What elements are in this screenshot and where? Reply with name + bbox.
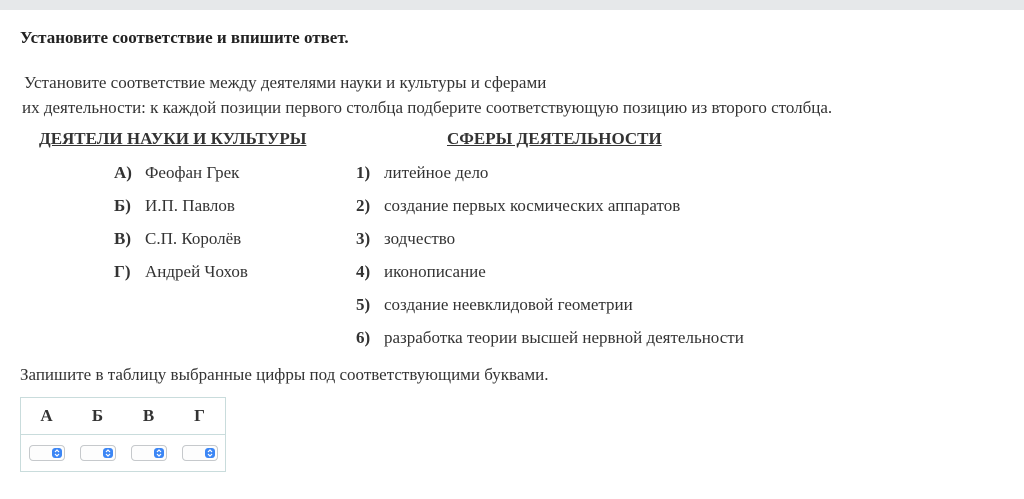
left-item-a xyxy=(114,163,239,183)
right-item-text: создание неевклидовой геометрии xyxy=(384,295,633,314)
select-arrows-icon xyxy=(154,448,164,458)
right-item-6 xyxy=(356,328,744,348)
right-item-key: 5) xyxy=(356,295,371,314)
left-item-text: И.П. Павлов xyxy=(145,196,235,215)
right-item-key: 2) xyxy=(356,196,371,215)
answer-cell-g xyxy=(174,435,226,472)
instructions-line-2: их деятельности: к каждой позиции первого столбца подберите соответствующую позицию из второго столбца. xyxy=(22,98,833,117)
select-arrows-icon xyxy=(205,448,215,458)
answer-cell-a xyxy=(21,435,73,472)
left-item-b xyxy=(114,196,235,216)
answer-select-row xyxy=(21,435,226,472)
answer-header-row xyxy=(21,398,226,435)
task-instructions xyxy=(24,70,832,120)
right-item-text: зодчество xyxy=(384,229,456,248)
right-item-4 xyxy=(356,262,486,282)
right-item-key: 4) xyxy=(356,262,371,281)
right-item-text: разработка теории высшей нервной деятельности xyxy=(384,328,744,347)
left-item-key: В) xyxy=(114,229,131,248)
right-item-text: иконописание xyxy=(384,262,486,281)
right-item-text: создание первых космических аппаратов xyxy=(384,196,681,215)
answer-table xyxy=(20,397,226,472)
right-item-text: литейное дело xyxy=(384,163,489,182)
left-column-header: ДЕЯТЕЛИ НАУКИ И КУЛЬТУРЫ xyxy=(39,129,307,148)
right-item-5 xyxy=(356,295,633,315)
answer-prompt: Запишите в таблицу выбранные цифры под соответствующими буквами. xyxy=(20,365,549,384)
answer-header-g: Г xyxy=(174,398,226,435)
left-item-text: Андрей Чохов xyxy=(145,262,248,281)
answer-header-b: Б xyxy=(72,398,123,435)
answer-header-v: В xyxy=(123,398,174,435)
left-item-key: Г) xyxy=(114,262,131,281)
right-item-2 xyxy=(356,196,680,216)
right-item-3 xyxy=(356,229,455,249)
left-item-g xyxy=(114,262,248,282)
top-bar xyxy=(0,0,1024,10)
right-item-key: 1) xyxy=(356,163,371,182)
left-item-key: Б) xyxy=(114,196,131,215)
answer-select-v[interactable] xyxy=(131,445,167,461)
right-item-1 xyxy=(356,163,488,183)
select-arrows-icon xyxy=(103,448,113,458)
instructions-line-1: Установите соответствие между деятелями науки и культуры и сферами xyxy=(24,73,547,92)
left-item-key: А) xyxy=(114,163,132,182)
select-arrows-icon xyxy=(52,448,62,458)
answer-cell-v xyxy=(123,435,174,472)
answer-select-b[interactable] xyxy=(80,445,116,461)
answer-select-g[interactable] xyxy=(182,445,218,461)
answer-select-a[interactable] xyxy=(29,445,65,461)
right-item-key: 6) xyxy=(356,328,371,347)
task-title: Установите соответствие и впишите ответ. xyxy=(20,28,349,47)
answer-header-a: А xyxy=(21,398,73,435)
answer-cell-b xyxy=(72,435,123,472)
right-column-header: СФЕРЫ ДЕЯТЕЛЬНОСТИ xyxy=(447,129,662,148)
left-item-text: Феофан Грек xyxy=(145,163,240,182)
left-item-text: С.П. Королёв xyxy=(145,229,242,248)
left-item-v xyxy=(114,229,241,249)
right-item-key: 3) xyxy=(356,229,371,248)
